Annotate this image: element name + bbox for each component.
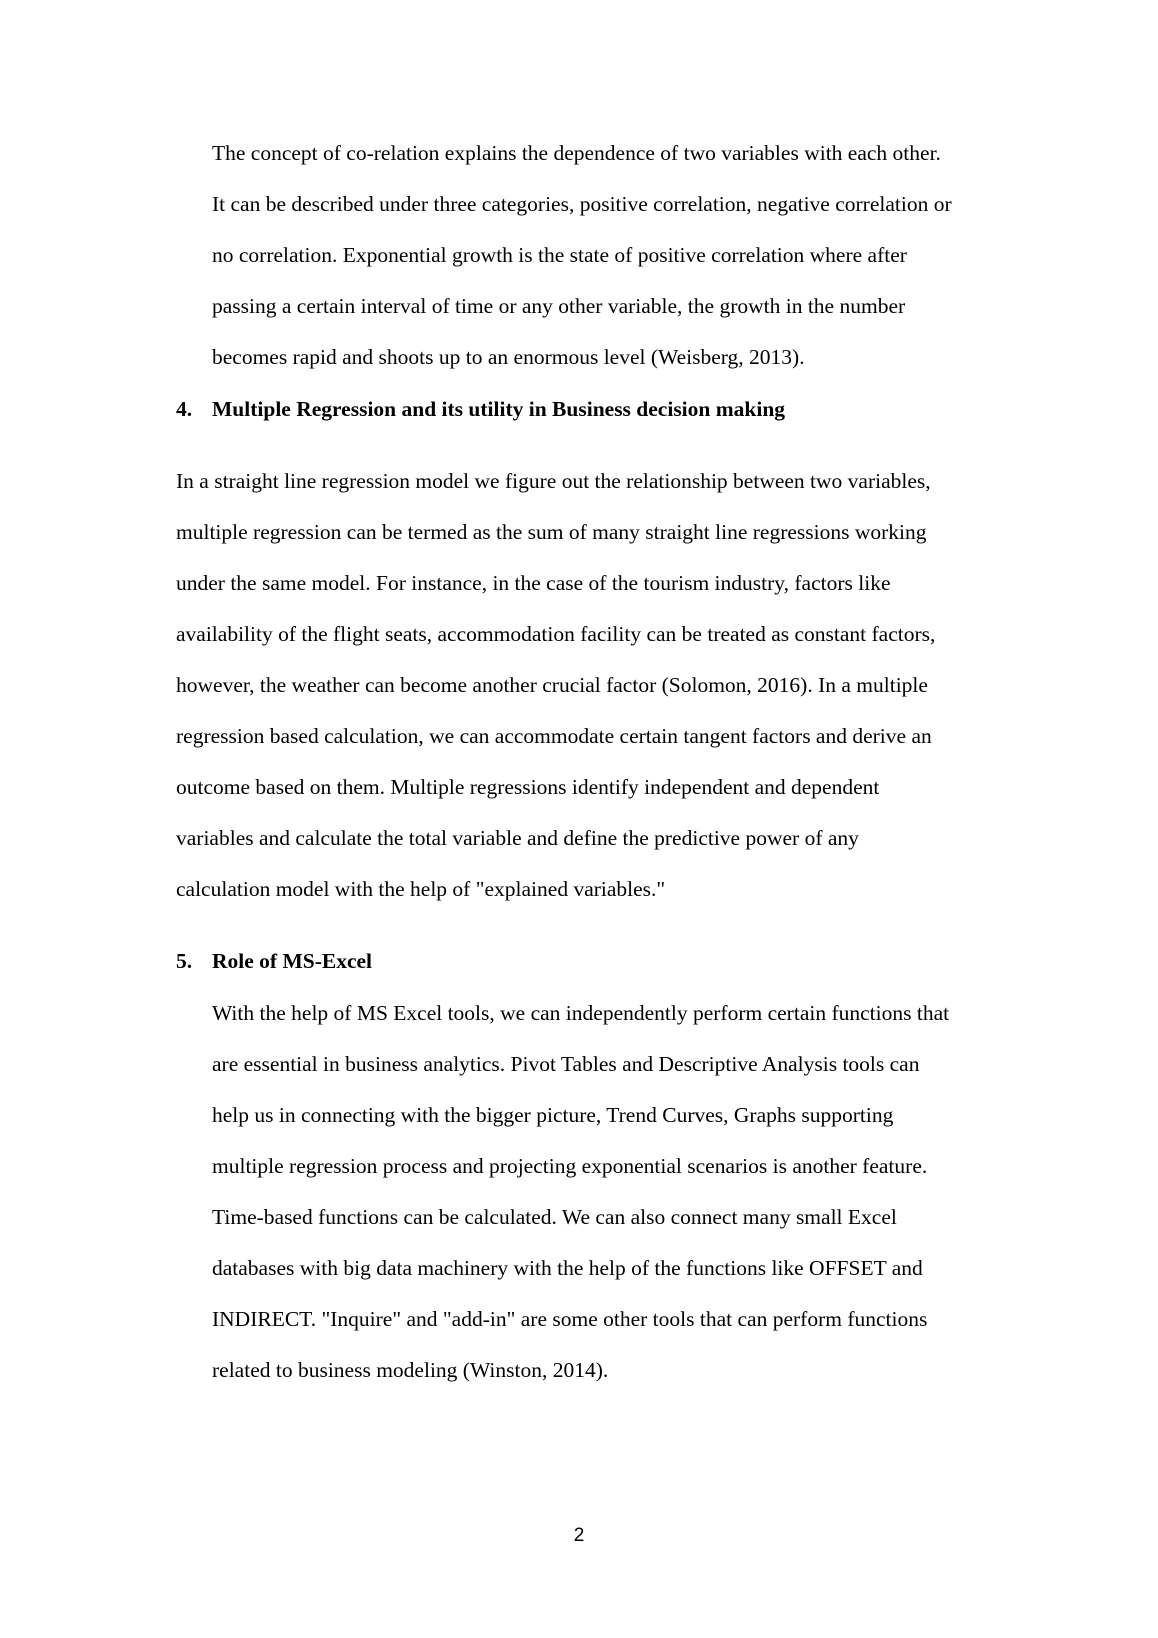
text-line: With the help of MS Excel tools, we can independently perform certain functions that (212, 1001, 950, 1025)
section-number: 4. (176, 397, 193, 421)
text-line: databases with big data machinery with the help of the functions like OFFSET and (212, 1256, 923, 1280)
text-line: related to business modeling (Winston, 2014). (212, 1358, 609, 1382)
text-line: help us in connecting with the bigger picture, Trend Curves, Graphs supporting (212, 1103, 894, 1127)
text-line: no correlation. Exponential growth is the state of positive correlation where after (212, 243, 907, 267)
text-line: outcome based on them. Multiple regressions identify independent and dependent (176, 775, 880, 799)
text-line: however, the weather can become another crucial factor (Solomon, 2016). In a multiple (176, 673, 928, 697)
text-line: In a straight line regression model we figure out the relationship between two variables, (176, 469, 931, 493)
text-line: regression based calculation, we can accommodate certain tangent factors and derive an (176, 724, 932, 748)
section-number: 5. (176, 949, 193, 973)
text-line: Time-based functions can be calculated. We can also connect many small Excel (212, 1205, 897, 1229)
text-line: availability of the flight seats, accommodation facility can be treated as constant factors, (176, 622, 936, 646)
text-line: are essential in business analytics. Pivot Tables and Descriptive Analysis tools can (212, 1052, 920, 1076)
section-heading-multiple-regression (176, 396, 785, 422)
text-line: The concept of co-relation explains the dependence of two variables with each other. (212, 141, 941, 165)
text-line: It can be described under three categories, positive correlation, negative correlation or (212, 192, 952, 216)
page-number: 2 (573, 1525, 585, 1546)
text-line: INDIRECT. "Inquire" and "add-in" are some other tools that can perform functions (212, 1307, 928, 1331)
section-heading-ms-excel (176, 948, 372, 974)
text-line: passing a certain interval of time or any other variable, the growth in the number (212, 294, 906, 318)
text-line: under the same model. For instance, in the case of the tourism industry, factors like (176, 571, 891, 595)
text-line: multiple regression process and projecting exponential scenarios is another feature. (212, 1154, 928, 1178)
section-title: Role of MS-Excel (212, 949, 373, 973)
text-line: calculation model with the help of "explained variables." (176, 877, 666, 901)
text-line: multiple regression can be termed as the sum of many straight line regressions working (176, 520, 927, 544)
section-title: Multiple Regression and its utility in Business decision making (212, 397, 786, 421)
text-line: variables and calculate the total variable and define the predictive power of any (176, 826, 859, 850)
text-line: becomes rapid and shoots up to an enormous level (Weisberg, 2013). (212, 345, 805, 369)
